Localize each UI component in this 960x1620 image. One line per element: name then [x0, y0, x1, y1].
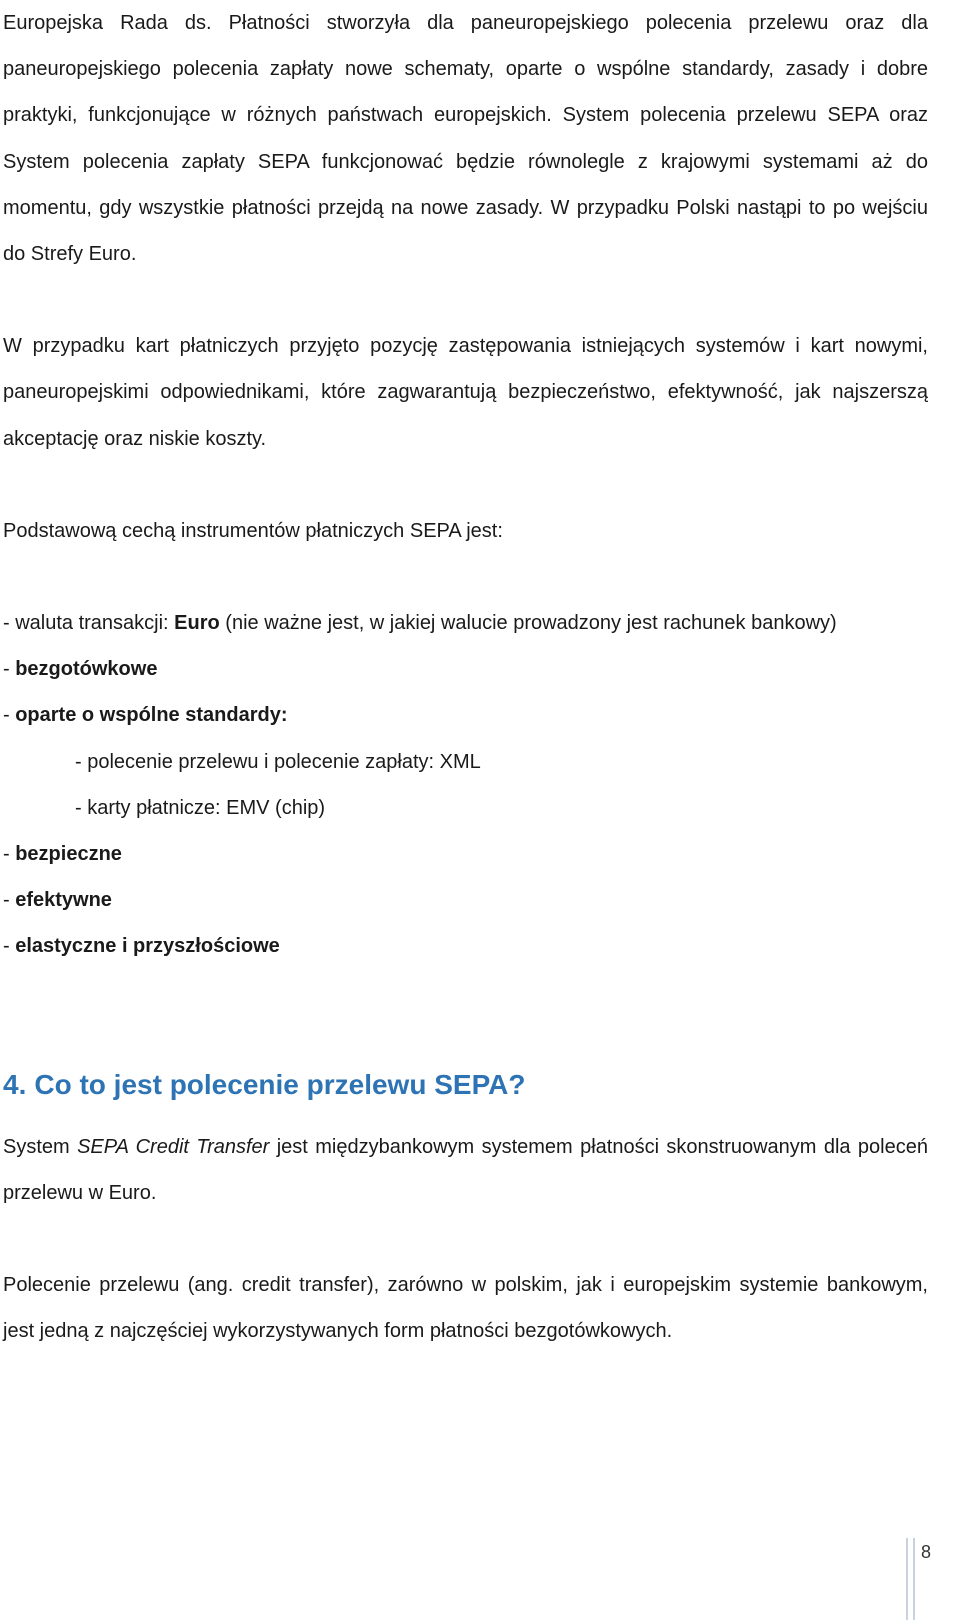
feature-currency-suffix: (nie ważne jest, w jakiej walucie prowadzony jest rachunek bankowy) [219, 612, 837, 635]
bullet-dash: - [3, 704, 16, 727]
feature-effective [3, 877, 928, 923]
feature-safe-text: bezpieczne [15, 843, 122, 866]
definition-prefix: System [3, 1135, 78, 1158]
paragraph-definition [3, 1124, 928, 1216]
section-title: Co to jest polecenie przelewu SEPA? [34, 1068, 526, 1100]
feature-flexible-text: elastyczne i przyszłościowe [15, 935, 280, 958]
bullet-dash: - [3, 658, 16, 681]
standard-xml: - polecenie przelewu i polecenie zapłaty: XML [75, 750, 481, 773]
paragraph-intro: Europejska Rada ds. Płatności stworzyła dla paneuropejskiego polecenia przelewu oraz dla paneuropejskiego polecenia zapłaty nowe schematy, oparte o wspólne standardy, zasady i dobre praktyki, funkcjonujące w różnych państwach europejskich. System polecenia przelewu SEPA oraz System polecenia zapłaty SEPA funkcjonować będzie równolegle z krajowymi systemami aż do momentu, gdy wszystkie płatności przejdą na nowe zasady. W przypadku Polski nastąpi to po wejściu do Strefy Euro. [3, 12, 928, 266]
bullet-dash: - [3, 843, 16, 866]
paragraph-credit-transfer: Polecenie przelewu (ang. credit transfer), zarówno w polskim, jak i europejskim systemie bankowym, jest jedną z najczęściej wykorzystywanych form płatności bezgotówkowych. [3, 1274, 928, 1343]
definition-suffix: jest międzybankowym systemem płatności skonstruowanym dla poleceń przelewu w Euro. [3, 1135, 928, 1204]
bullet-dash: - [3, 935, 16, 958]
feature-safe [3, 831, 928, 877]
feature-currency [3, 600, 928, 646]
feature-cashless-text: bezgotówkowe [15, 658, 158, 681]
feature-currency-value: Euro [174, 612, 220, 635]
section-heading [3, 1062, 928, 1108]
feature-flexible [3, 923, 928, 969]
standard-emv: - karty płatnicze: EMV (chip) [75, 796, 326, 819]
feature-currency-prefix: - waluta transakcji: [3, 612, 175, 635]
feature-cashless [3, 646, 928, 692]
feature-standards-text: oparte o wspólne standardy: [15, 704, 288, 727]
page-content [3, 0, 928, 1354]
section-number: 4. [3, 1068, 27, 1100]
page-number: 8 [921, 1542, 932, 1562]
bullet-dash: - [3, 889, 16, 912]
definition-term: SEPA Credit Transfer [77, 1135, 270, 1158]
feature-effective-text: efektywne [15, 889, 112, 912]
paragraph-features-intro: Podstawową cechą instrumentów płatniczych SEPA jest: [3, 519, 503, 542]
paragraph-cards: W przypadku kart płatniczych przyjęto pozycję zastępowania istniejących systemów i kart nowymi, paneuropejskimi odpowiednikami, które zagwarantują bezpieczeństwo, efektywność, jak najszerszą akceptację oraz niskie koszty. [3, 335, 928, 450]
feature-standards [3, 692, 928, 738]
footer-divider [906, 1538, 915, 1620]
